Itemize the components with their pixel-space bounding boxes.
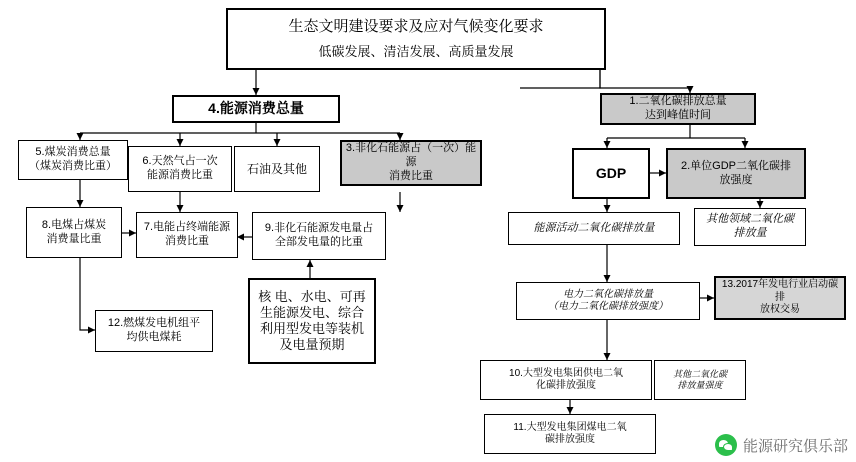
node-label-line-1: 8.电煤占煤炭 [41, 218, 107, 231]
node-power-coal-share [26, 207, 122, 258]
node-label-line-1: 6.天然气占一次 [142, 155, 218, 168]
node-label-line-3: 利用型发电等装机 [259, 321, 364, 336]
node-co2-intensity-per-gdp [666, 148, 806, 199]
node-large-group-supply-co2-intensity [480, 360, 652, 400]
footer-brand-label: 能源研究俱乐部 [742, 437, 848, 455]
node-label-line-1: 9.非化石能源发电量占 [264, 222, 374, 235]
node-label-line-1: 12.燃煤发电机组平 [107, 317, 201, 330]
node-label-line-1: 电力二氧化碳排放量 [563, 288, 653, 300]
node-co2-peak-time [600, 93, 756, 125]
node-label-line-2: 达到峰值时间 [645, 109, 711, 121]
node-label-line-2: 消费比重 [389, 169, 433, 182]
node-label-line-2: 全部发电量的比重 [275, 236, 363, 248]
node-label-line-2: （煤炭消费比重） [29, 160, 117, 172]
node-label-line-1: 7.电能占终端能源 [143, 221, 231, 234]
node-power-co2-emissions [516, 282, 700, 320]
node-label-line-2: 排放量强度 [677, 380, 723, 390]
node-label-line-1: 1.二氧化碳排放总量 [629, 95, 727, 108]
node-label: 4.能源消费总量 [208, 100, 304, 117]
node-oil-and-others [234, 146, 320, 192]
node-label-line-1: 3.非化石能源占（一次）能源 [345, 142, 477, 169]
node-label-line-1: 其他二氧化碳 [672, 368, 727, 379]
node-other-sector-co2 [694, 208, 806, 246]
node-electricity-final-energy-share [136, 212, 238, 258]
node-label-line-1: 2.单位GDP二氧化碳排 [680, 159, 791, 172]
footer-watermark [715, 434, 848, 456]
node-label-line-4: 及电量预期 [279, 337, 345, 353]
node-generation-capacity-forecast [248, 278, 376, 364]
node-label-line-2: 消费比重 [165, 235, 209, 247]
node-label-line-2: 均供电煤耗 [126, 331, 182, 343]
title-line-2: 低碳发展、清洁发展、高质量发展 [318, 44, 514, 60]
node-2017-carbon-trading [714, 276, 846, 320]
node-gdp [572, 148, 650, 199]
node-label-line-2: 排放量 [733, 227, 767, 239]
node-label-line-1: 13.2017年发电行业启动碳排 [721, 279, 839, 303]
node-energy-consumption-total [172, 95, 340, 123]
node-label-line-2: 碳排放强度 [545, 434, 595, 445]
node-label: GDP [595, 164, 627, 181]
node-other-co2-intensity [654, 360, 746, 400]
node-label-line-2: 生能源发电、综合 [259, 304, 364, 320]
node-label-line-1: 10.大型发电集团供电二氧 [509, 367, 623, 379]
title-line-1: 生态文明建设要求及应对气候变化要求 [288, 17, 544, 35]
node-label-line-2: 放强度 [719, 173, 753, 186]
node-coal-power-supply-coal-consumption [95, 310, 213, 352]
node-label-line-2: 消费量比重 [46, 232, 102, 245]
node-label-line-2: 放权交易 [760, 304, 800, 316]
node-label: 能源活动二氧化碳排放量 [533, 221, 655, 234]
wechat-icon [715, 434, 737, 456]
node-label: 石油及其他 [246, 161, 307, 176]
node-large-group-coal-co2-intensity [484, 414, 656, 454]
node-non-fossil-share [340, 140, 482, 186]
node-label-line-1: 其他领域二氧化碳 [706, 213, 794, 226]
node-energy-activity-co2 [508, 212, 680, 245]
node-non-fossil-generation-share [252, 212, 386, 260]
node-title-box [226, 8, 606, 70]
node-label-line-2: 能源消费比重 [147, 169, 213, 181]
node-natural-gas-share [128, 146, 232, 192]
node-label-line-2: （电力二氧化碳排放强度） [548, 301, 668, 312]
node-coal-consumption-total [18, 140, 128, 180]
node-label-line-2: 化碳排放强度 [536, 380, 596, 391]
node-label-line-1: 核 电、水电、可再 [258, 288, 366, 304]
node-label-line-1: 5.煤炭消费总量 [35, 146, 111, 159]
node-label-line-1: 11.大型发电集团煤电二氧 [513, 421, 627, 433]
